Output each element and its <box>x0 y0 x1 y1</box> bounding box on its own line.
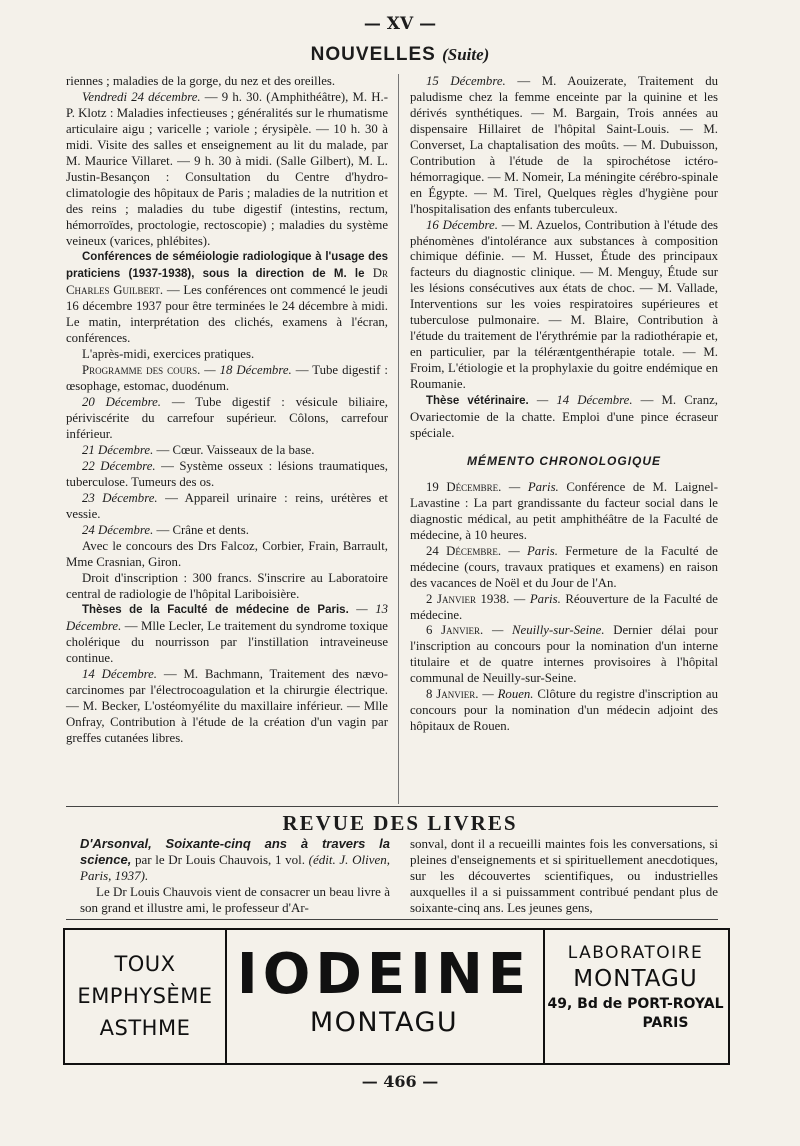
memento-entry: 6 Janvier. — Neuilly-sur-Seine. Dernier délai pour l'inscription au concours pour la nomination d'un interne titulaire et de quatre internes provisoires à l'hôpital communal de Neuilly-sur-Seine. <box>410 623 718 686</box>
ad-symptom: TOUX <box>114 952 176 976</box>
revue-heading: REVUE DES LIVRES <box>282 811 518 835</box>
left-column <box>66 74 388 747</box>
right-column <box>410 74 718 735</box>
ad-lab-name: MONTAGU <box>573 966 698 992</box>
paragraph: Droit d'inscription : 300 francs. S'inscrire au Laboratoire central de radiologie de l'hôpital Lariboisière. <box>66 570 388 601</box>
ad-brand-name: IODEINE <box>236 942 532 1007</box>
revue-right-column <box>410 836 718 916</box>
theses-entry: 16 Décembre. — M. Azuelos, Contribution à l'étude des phénomènes d'intolérance aux substances à composition chimique définie. — M. Husset, Étude des principaux facteurs du diagnostic clinique. — M. Menguy, Étude sur les lésions consécutives aux états de choc. — M. Vallade, Interventions sur les voies respiratoires supérieures et tuberculose pulmonaire. — M. Blaire, Contribution à l'étude du traitement de l'érythrémie par la radiothérapie et, en particulier, par la téléræntgenthérapie totale. — M. Froim, L'étiologie et la prophylaxie du goitre endémique en Roumanie. <box>410 217 718 392</box>
ad-lab-address: 49, Bd de PORT-ROYAL <box>547 996 724 1012</box>
roman-page-number: — XV — <box>363 14 437 34</box>
memento-entry: 19 Décembre. — Paris. Conférence de M. Laignel-Lavastine : La part grandissante du facteur social dans le diagnostic médical, au petit amphithéâtre de la Faculté de médecine, à 10 heures. <box>410 479 718 542</box>
paragraph: Vendredi 24 décembre. — 9 h. 30. (Amphithéâtre), M. H.-P. Klotz : Maladies infectieuses ; généralités sur le rhumatisme articulaire aigu ; varicelle ; variole ; érysipèle. — 10 h. 30 à midi. Visite des salles et enseignement au lit du malade, par M. Maurice Villaret. — 9 h. 30 à midi. (Salle Gilbert), M. L. Justin-Besançon : Consultation du Centre d'hydro-climatologie des hôpitaux de Paris ; maladies de la nutrition et des reins ; maladies du tube digestif (intestins, rectum, hémorroïdes, proctologie, rectoscopie) ; maladies du système veineux (varices, phlébites). <box>66 89 388 248</box>
section-title-suffix: (Suite) <box>442 45 490 64</box>
advertisement-box <box>63 928 730 1065</box>
ad-symptom: EMPHYSÈME <box>77 984 213 1008</box>
theses-entry: 15 Décembre. — M. Aouizerate, Traitement du paludisme chez la femme enceinte par la quinine et les dérivés synthétiques. — M. Bargain, Trois années au dispensaire Hillairet de l'hôpital Saint-Louis. — M. Converset, La chaptalisation des moûts. — M. Dubuisson, Contribution à l'étude de la spirochétose ictéro-hémorragique. — M. Nomeir, La méningite cérébro-spinale en Égypte. — M. Tirel, Quelques règles d'hygiène pour l'hospitalisation des enfants tuberculeux. <box>410 74 718 216</box>
section-separator <box>66 806 718 807</box>
programme-entry: 23 Décembre. — Appareil urinaire : reins, urétères et vessie. <box>66 490 388 521</box>
programme-entry: 22 Décembre. — Système osseux : lésions traumatiques, tuberculose. Tumeurs des os. <box>66 458 388 489</box>
programme-entry: Programme des cours. — 18 Décembre. — Tube digestif : œsophage, estomac, duodénum. <box>66 363 388 394</box>
conference-heading: Conférences de séméiologie radiologique à l'usage des praticiens (1937-1938), sous la direction de M. le Dr Charles Guilbert. — Les conférences ont commencé le jeudi 16 décembre 1937 pour être terminées le 24 décembre à midi. Le matin, interprétation des clichés, examens à l'écran, conférences. <box>66 251 388 346</box>
paragraph: L'après-midi, exercices pratiques. <box>82 347 255 362</box>
review-text: sonval, dont il a recueilli maintes fois les conversations, si pleines d'enseignements et si spirituellement anecdotiques, sur les découvertes scientifiques, ou industrielles auxquelles il a si puissamment contribué pendant plus de soixante-cinq ans. Les jeunes gens, <box>410 836 718 915</box>
memento-entry: 8 Janvier. — Rouen. Clôture du registre d'inscription au concours pour la nomination d'un médecin adjoint des hôpitaux de Rouen. <box>410 687 719 734</box>
date: Vendredi 24 décembre. <box>82 89 201 104</box>
ad-symptoms <box>65 930 227 1063</box>
ad-symptom: ASTHME <box>99 1016 191 1040</box>
theses-entry: 14 Décembre. — M. Bachmann, Traitement des nævo-carcinomes par l'électrocoagulation et la chirurgie électrique. — M. Becker, L'ostéomyélite du maxillaire inférieur. — Mlle Onfray, Contribution à l'étude de la création d'un vagin par greffes cutanées libres. <box>66 667 389 746</box>
paragraph: riennes ; maladies de la gorge, du nez et des oreilles. <box>66 74 336 88</box>
memento-entry: 24 Décembre. — Paris. Fermeture de la Faculté de médecine (cours, travaux pratiques et examens) en raison des vacances de Noël et du Jour de l'An. <box>410 543 718 590</box>
book-citation: D'Arsonval, Soixante-cinq ans à travers la science, par le Dr Louis Chauvois, 1 vol. (édit. J. Oliven, Paris, 1937). <box>80 836 390 883</box>
programme-entry: 21 Décembre. — Cœur. Vaisseaux de la base. <box>82 442 315 457</box>
ad-laboratory <box>543 930 728 1063</box>
revue-left-column <box>80 836 390 916</box>
page-number: — 466 — <box>361 1072 439 1091</box>
section-title-main: NOUVELLES <box>310 44 436 65</box>
memento-heading: MÉMENTO CHRONOLOGIQUE <box>466 453 662 468</box>
column-divider <box>398 74 399 804</box>
ad-brand-sub: MONTAGU <box>309 1007 459 1038</box>
memento-entry: 2 Janvier 1938. — Paris. Réouverture de la Faculté de médecine. <box>410 591 718 622</box>
ad-brand <box>225 930 545 1063</box>
programme-entry: 24 Décembre. — Crâne et dents. <box>82 522 249 537</box>
programme-entry: 20 Décembre. — Tube digestif : vésicule biliaire, périviscérite du carrefour supérieur. Côlons, carrefour inférieur. <box>66 395 388 441</box>
ad-lab-city: PARIS <box>642 1015 689 1031</box>
theses-heading: Thèses de la Faculté de médecine de Paris. — 13 Décembre. — Mlle Lecler, Le traitement du syndrome toxique cholérique du nourrisson par l'instillation intraveineuse continue. <box>66 602 388 666</box>
paragraph: Avec le concours des Drs Falcoz, Corbier, Frain, Barrault, Mme Crasnian, Giron. <box>66 538 388 569</box>
section-title <box>0 44 800 66</box>
veterinary-thesis: Thèse vétérinaire. — 14 Décembre. — M. Cranz, Ovariectomie de la chatte. Emploi d'une pince écraseur spéciale. <box>410 393 718 440</box>
review-text: Le Dr Louis Chauvois vient de consacrer un beau livre à son grand et illustre ami, le professeur d'Ar- <box>80 884 390 915</box>
ad-lab-line: LABORATOIRE <box>567 943 704 963</box>
section-separator <box>66 919 718 920</box>
